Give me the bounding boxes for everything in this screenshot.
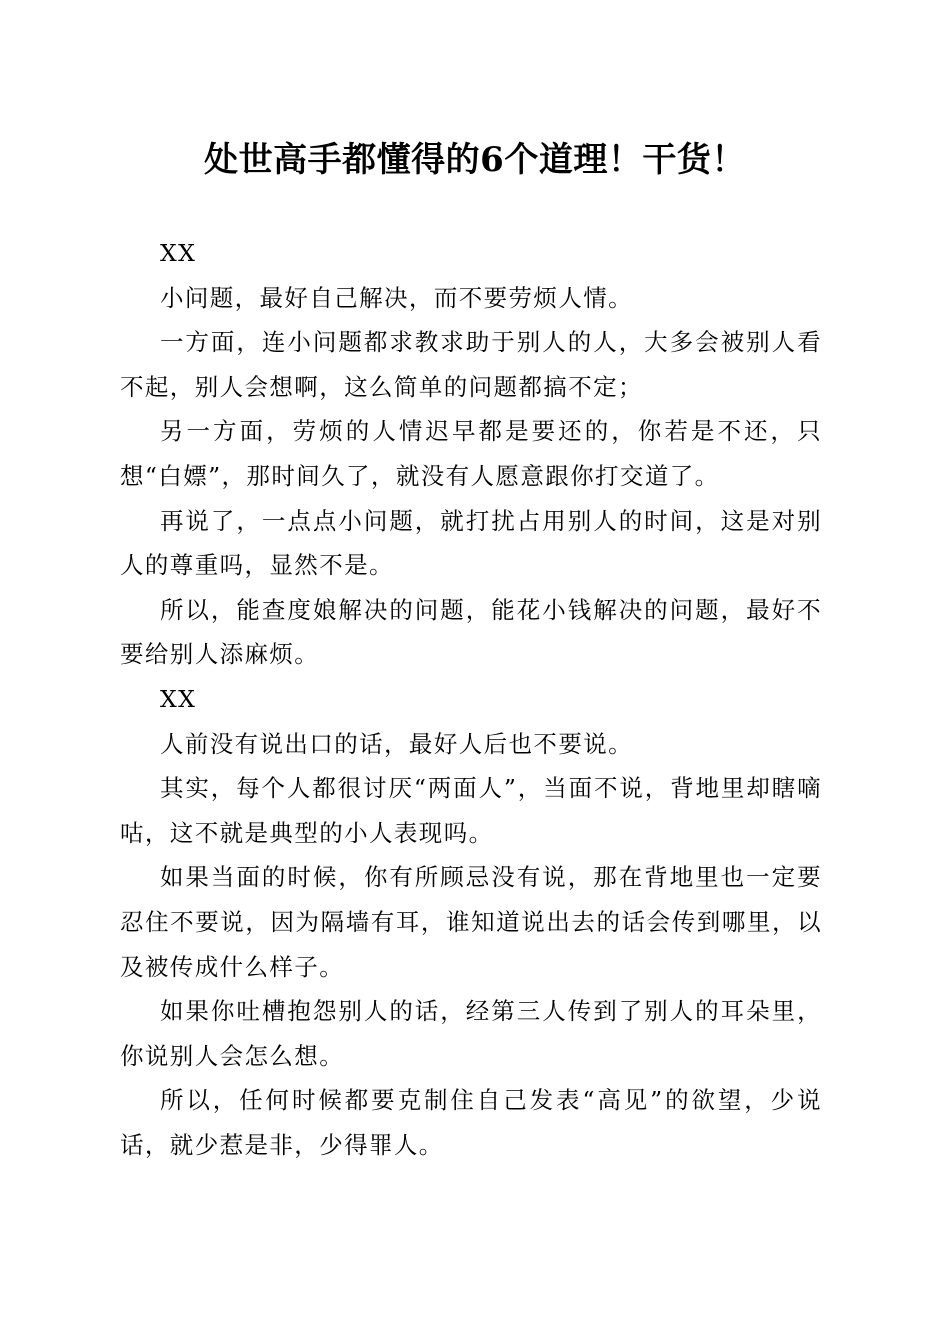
section-heading-2: XX [159, 684, 197, 713]
paragraph: 所以，任何时候都要克制住自己发表“高见”的欲望，少说话，就少惹是非，少得罪人。 [120, 1086, 822, 1159]
paragraph: 其实，每个人都很讨厌“两面人”，当面不说，背地里却瞎嘀咕，这不就是典型的小人表现吗。 [120, 774, 822, 847]
paragraph: 一方面，连小问题都求教求助于别人的人，大多会被别人看不起，别人会想啊，这么简单的问题都搞不定； [120, 328, 822, 401]
document-body [120, 231, 822, 1167]
paragraph: 再说了，一点点小问题，就打扰占用别人的时间，这是对别人的尊重吗，显然不是。 [120, 506, 822, 580]
paragraph: 如果当面的时候，你有所顾忌没有说，那在背地里也一定要忍住不要说，因为隔墙有耳，谁知道说出去的话会传到哪里，以及被传成什么样子。 [120, 863, 822, 981]
section-heading-1: XX [159, 239, 197, 267]
paragraph: 另一方面，劳烦的人情迟早都是要还的，你若是不还，只想“白嫖”，那时间久了，就没有人愿意跟你打交道了。 [120, 417, 822, 490]
paragraph: 小问题，最好自己解决，而不要劳烦人情。 [159, 283, 634, 312]
paragraph: 所以，能查度娘解决的问题，能花小钱解决的问题，最好不要给别人添麻烦。 [120, 595, 822, 669]
paragraph: 如果你吐槽抱怨别人的话，经第三人传到了别人的耳朵里，你说别人会怎么想。 [120, 997, 822, 1070]
page-title: 处世高手都懂得的6个道理！干货！ [204, 140, 746, 180]
paragraph: 人前没有说出口的话，最好人后也不要说。 [159, 729, 634, 758]
